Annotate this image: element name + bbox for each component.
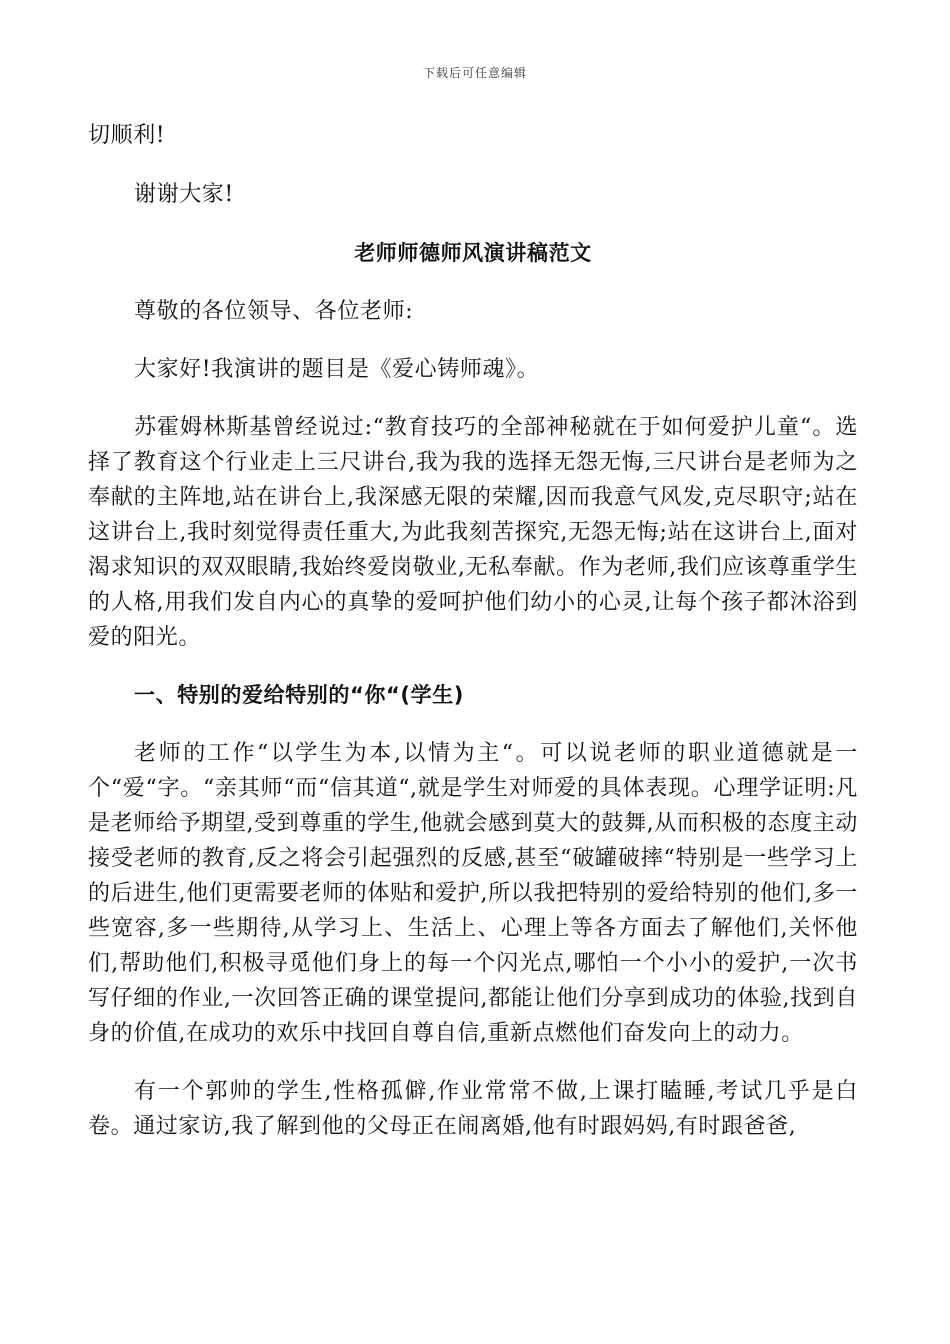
body-paragraph-2: 老师的工作“以学生为本,以情为主“。可以说老师的职业道德就是一个“爱“字。“亲其师“而“信其道“,就是学生对师爱的具体表现。心理学证明:凡是老师给予期望,受到尊重的学生,他就会感到莫大的鼓舞,从而积极的态度主动接受老师的教育,反之将会引起强烈的反感,甚至“破罐破摔“特别是一些学习上的后进生,他们更需要老师的体贴和爱护,所以我把特别的爱给特别的他们,多一些宽容,多一些期待,从学习上、生活上、心理上等各方面去了解他们,关怀他们,帮助他们,积极寻觅他们身上的每一个闪光点,哪怕一个小小的爱护,一次书写仔细的作业,一次回答正确的课堂提问,都能让他们分享到成功的体验,找到自身的价值,在成功的欢乐中找回自尊自信,重新点燃他们奋发向上的动力。 bbox=[88, 741, 858, 1046]
page-header: 下载后可任意编辑 bbox=[422, 66, 527, 80]
section-heading: 一、特别的爱给特别的“你“(学生) bbox=[134, 683, 464, 707]
intro-paragraph: 大家好!我演讲的题目是《爱心铸师魂》。 bbox=[134, 357, 540, 382]
document-title: 老师师德师风演讲稿范文 bbox=[354, 241, 592, 265]
closing-thanks: 谢谢大家! bbox=[134, 182, 234, 207]
greeting: 尊敬的各位领导、各位老师: bbox=[134, 299, 414, 324]
body-paragraph-1: 苏霍姆林斯基曾经说过:“教育技巧的全部神秘就在于如何爱护儿童“。选择了教育这个行业走上三尺讲台,我为我的选择无怨无悔,三尺讲台是老师为之奉献的主阵地,站在讲台上,我深感无限的荣耀,因而我意气风发,克尽职守;站在这讲台上,我时刻觉得责任重大,为此我刻苦探究,无怨无悔;站在这讲台上,面对渴求知识的双双眼睛,我始终爱岗敬业,无私奉献。作为老师,我们应该尊重学生的人格,用我们发自内心的真挚的爱呵护他们幼小的心灵,让每个孩子都沐浴到爱的阳光。 bbox=[88, 415, 858, 650]
document-body bbox=[88, 118, 858, 1144]
continued-line: 切顺利! bbox=[88, 123, 166, 148]
body-paragraph-3: 有一个郭帅的学生,性格孤僻,作业常常不做,上课打瞌睡,考试几乎是白卷。通过家访,我了解到他的父母正在闹离婚,他有时跟妈妈,有时跟爸爸, bbox=[88, 1079, 858, 1139]
